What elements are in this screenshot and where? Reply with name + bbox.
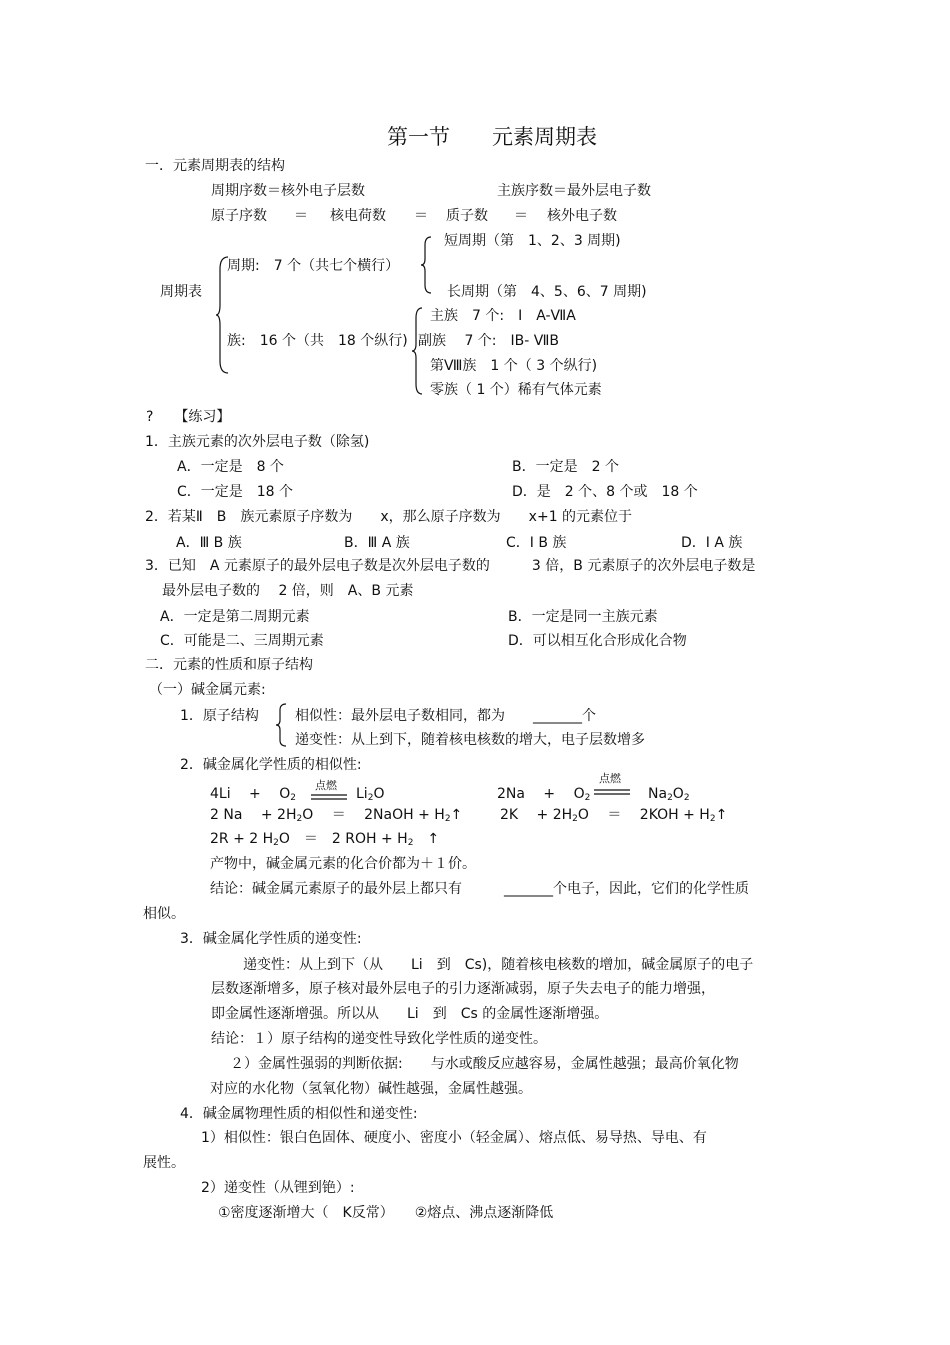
- text-line: ＝: [414, 208, 428, 224]
- option: C．Ⅰ B 族: [506, 535, 567, 551]
- text-line: 核外电子数: [547, 208, 617, 224]
- text-line: ①密度逐渐增大（ K反常） ②熔点、沸点逐渐降低: [218, 1205, 554, 1221]
- text-line: 即金属性逐渐增强。所以从 Li 到 Cs 的金属性逐渐增强。: [211, 1006, 609, 1022]
- option: B．一定是同一主族元素: [508, 609, 658, 625]
- subsection-heading: （一）碱金属元素:: [149, 682, 266, 698]
- text-line: ２）金属性强弱的判断依据: 与水或酸反应越容易，金属性越强；最高价氧化物: [230, 1056, 739, 1072]
- text-line: 2）递变性（从锂到铯）:: [201, 1180, 355, 1196]
- option: B．Ⅲ A 族: [344, 535, 410, 551]
- text-line: 结论：碱金属元素原子的最外层上都只有 _______个电子，因此，它们的化学性质: [210, 881, 749, 897]
- text-line: 产物中，碱金属元素的化合价都为＋１价。: [210, 856, 476, 872]
- text-line: 相似性：最外层电子数相同，都为 _______个: [295, 708, 596, 724]
- text-line: 4．碱金属物理性质的相似性和递变性:: [180, 1106, 418, 1122]
- section-heading: 二．元素的性质和原子结构: [145, 657, 313, 673]
- text-line: 3．碱金属化学性质的递变性:: [180, 931, 362, 947]
- period-brace: [421, 235, 433, 295]
- equation: 2R + 2 $H_2O$ ＝ 2 ROH + $H_2$ ↑: [210, 831, 440, 848]
- text-line: 1．原子结构: [180, 708, 259, 724]
- text-line: 周期: 7 个（共七个横行）: [227, 258, 400, 274]
- option: D．可以相互化合形成化合物: [508, 633, 687, 649]
- practice-heading: ? 【练习】: [146, 409, 231, 425]
- question: 1．主族元素的次外层电子数（除氢): [145, 434, 370, 450]
- text-line: 层数逐渐增多，原子核对最外层电子的引力逐渐减弱，原子失去电子的能力增强，: [211, 981, 715, 997]
- text-line: 递变性：从上到下（从 Li 到 Cs)，随着核电核数的增加，碱金属原子的电子: [243, 957, 754, 973]
- text-line: 结论：１）原子结构的递变性导致化学性质的递变性。: [211, 1031, 547, 1047]
- text-line: 副族 7 个: IB- ⅦB: [418, 333, 560, 349]
- table-label: 周期表: [160, 284, 202, 300]
- text-line: 主族 7 个: Ⅰ A-ⅦA: [430, 308, 576, 324]
- structure-brace: [276, 702, 288, 748]
- option: A．一定是第二周期元素: [160, 609, 310, 625]
- text-line: 原子序数: [211, 208, 267, 224]
- question: 2．若某Ⅱ B 族元素原子序数为 x，那么原子序数为 x+1 的元素位于: [145, 509, 633, 525]
- text-line: ＝: [514, 208, 528, 224]
- option: A．一定是 8 个: [177, 459, 284, 475]
- equation: 2 Na + $2H_2O$ ＝ 2NaOH + $H_2↑$: [210, 807, 463, 824]
- equation: $Li_2O$: [356, 786, 385, 803]
- text-line: 核电荷数: [330, 208, 386, 224]
- text-line: 周期序数＝核外电子层数: [211, 183, 365, 199]
- equation: 4Li + $O_2$: [210, 786, 296, 803]
- reaction-condition: 点燃: [599, 772, 621, 785]
- text-line: 第Ⅷ族 1 个（ 3 个纵行): [430, 358, 598, 374]
- equals-sign: [311, 793, 347, 801]
- reaction-condition: 点燃: [315, 779, 337, 792]
- question: 最外层电子数的 2 倍，则 A、B 元素: [162, 583, 414, 599]
- option: C．一定是 18 个: [177, 484, 294, 500]
- text-line: 质子数: [446, 208, 488, 224]
- option: D．是 2 个、8 个或 18 个: [512, 484, 698, 500]
- text-line: 族: 16 个（共 18 个纵行): [227, 333, 408, 349]
- equals-sign: [594, 788, 630, 796]
- option: B．一定是 2 个: [512, 459, 619, 475]
- text-line: 长周期（第 4、5、6、7 周期): [447, 284, 647, 300]
- text-line: 短周期（第 1、2、3 周期): [444, 233, 621, 249]
- option: D．Ⅰ A 族: [681, 535, 743, 551]
- text-line: 1）相似性：银白色固体、硬度小、密度小（轻金属）、熔点低、易导热、导电、有: [201, 1130, 707, 1146]
- option: C．可能是二、三周期元素: [160, 633, 324, 649]
- text-line: 对应的水化物（氢氧化物）碱性越强，金属性越强。: [210, 1081, 532, 1097]
- text-line: 主族序数＝最外层电子数: [497, 183, 651, 199]
- question: 3．已知 A 元素原子的最外层电子数是次外层电子数的 3 倍，B 元素原子的次外层电子数是: [145, 558, 756, 574]
- text-line: ＝: [294, 208, 308, 224]
- text-line: 展性。: [143, 1155, 185, 1171]
- equation: $Na_2O_2$: [648, 786, 690, 803]
- text-line: 零族（ 1 个）稀有气体元素: [430, 382, 602, 398]
- text-line: 递变性：从上到下，随着核电核数的增大，电子层数增多: [295, 732, 645, 748]
- equation: 2K + $2H_2O$ ＝ $2KOH + H_2↑$: [500, 807, 728, 824]
- equation: 2Na + $O_2$: [497, 786, 591, 803]
- group-brace: [412, 306, 424, 396]
- option: A．Ⅲ B 族: [176, 535, 242, 551]
- text-line: 相似。: [143, 906, 185, 922]
- text-line: 2．碱金属化学性质的相似性:: [180, 757, 362, 773]
- section-heading: 一．元素周期表的结构: [145, 158, 285, 174]
- page-title: 第一节 元素周期表: [387, 125, 597, 149]
